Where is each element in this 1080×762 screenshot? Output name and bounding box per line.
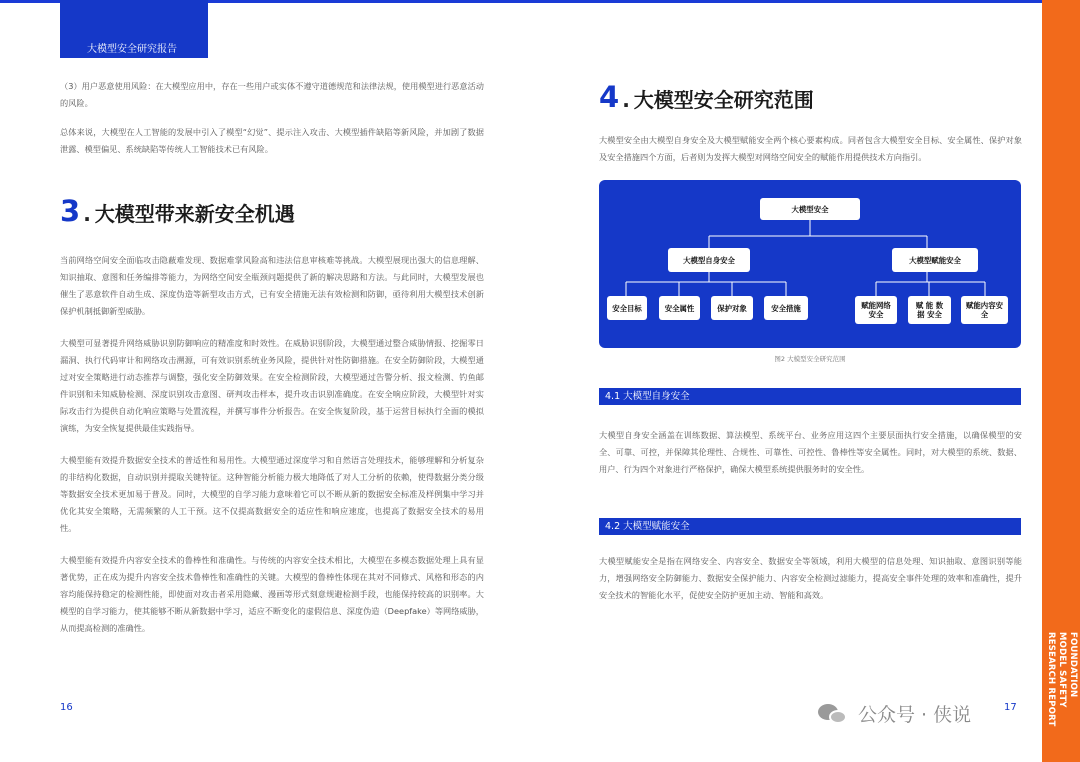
subsection-4-1-title: 4.1 大模型自身安全 — [605, 391, 690, 402]
section-4-dot: . — [622, 88, 630, 112]
side-strip-line-1: FOUNDATION MODEL SAFETY — [1057, 632, 1078, 708]
subsection-4-1-bar — [599, 388, 1021, 405]
section-3-paragraph-4: 大模型能有效提升内容安全技术的鲁棒性和准确性。与传统的内容安全技术相比，大模型在多模态数据处理上具有显著优势，正在成为提升内容安全技术鲁棒性和准确性的关键。大模型的鲁棒性体现在其对不同修式、风格和形态的内容均能保持稳定的检测性能，即使面对攻击者采用隐藏、漫画等形式刻意规避检测手段，也能保持较高的识别率。大模型的自学习能力，使其能够不断从新数据中学习，适应不断变化的虚假信息、深度伪造（Deepfake）等网络威胁，从而提高检测的准确性。 — [60, 555, 484, 633]
page-number-left: 16 — [60, 702, 73, 713]
side-strip — [1042, 0, 1080, 762]
subsection-4-1-text: 大模型自身安全涵盖在训练数据、算法模型、系统平台、业务应用这四个主要层面执行安全措施，以确保模型的安全、可靠、可控，并保障其伦理性、合规性、可靠性、可控性、鲁棒性等安全属性。同时，对大模型的系统、数据、用户、行为四个对象进行严格保护，确保大模型系统提供服务时的安全性。 — [599, 430, 1022, 474]
side-strip-text — [1048, 632, 1078, 732]
subsection-4-2-title: 4.2 大模型赋能安全 — [605, 521, 690, 532]
intro-paragraph-2: 总体来说，大模型在人工智能的发展中引入了模型“幻觉”、提示注入攻击、大模型插件缺陷等新风险，并加剧了数据泄露、模型偏见、系统缺陷等传统人工智能技术已有风险。 — [60, 127, 484, 154]
diagram-leaf-security-goal: 安全目标 — [607, 296, 647, 320]
diagram-leaf-content-security: 赋能内容安全 — [961, 296, 1008, 324]
section-3-title: 大模型带来新安全机遇 — [94, 202, 295, 226]
diagram-leaf-security-measure: 安全措施 — [764, 296, 808, 320]
subsection-4-2-text: 大模型赋能安全是指在网络安全、内容安全、数据安全等领域，利用大模型的信息处理、知识抽取、意图识别等能力，增强网络安全防御能力、数据安全保护能力、内容安全检测过滤能力，提高安全事件处理的效率和准确性，提升安全技术的智能化水平，促使安全防护更加主动、智能和高效。 — [599, 556, 1022, 600]
intro-paragraph-1: （3）用户恶意使用风险：在大模型应用中，存在一些用户或实体不遵守道德规范和法律法规，使用模型进行恶意活动的风险。 — [60, 81, 484, 108]
diagram-root-node: 大模型安全 — [760, 198, 860, 220]
watermark-text: 公众号 · 侠说 — [858, 704, 972, 726]
diagram-branch-self-safety: 大模型自身安全 — [668, 248, 750, 272]
diagram-branch-enabling-safety: 大模型赋能安全 — [892, 248, 978, 272]
diagram-leaf-data-security: 赋 能 数 据 安全 — [908, 296, 951, 324]
report-header-title: 大模型安全研究报告 — [87, 44, 177, 55]
section-3-dot: . — [83, 202, 91, 226]
section-3-heading — [60, 194, 484, 228]
safety-scope-diagram — [599, 180, 1021, 348]
diagram-leaf-network-security: 赋能网络安全 — [855, 296, 897, 324]
section-4-title: 大模型安全研究范围 — [633, 88, 814, 112]
diagram-leaf-protected-object: 保护对象 — [711, 296, 753, 320]
wechat-icon — [818, 702, 848, 726]
section-4-intro: 大模型安全由大模型自身安全及大模型赋能安全两个核心要素构成。同者包含大模型安全目标、安全属性、保护对象及安全措施四个方面，后者则为发挥大模型对网络空间安全的赋能作用提供技术方向指引。 — [599, 135, 1022, 162]
subsection-4-2-bar — [599, 518, 1021, 535]
page-number-right: 17 — [1004, 702, 1017, 713]
left-page-column — [60, 78, 484, 637]
section-4-number: 4 — [599, 80, 620, 114]
watermark — [818, 700, 971, 727]
side-strip-line-2: RESEARCH REPORT — [1046, 632, 1056, 727]
section-3-paragraph-2: 大模型可显著提升网络威胁识别防御响应的精准度和时效性。在威胁识别阶段，大模型通过整合威胁情报、挖掘零日漏洞、执行代码审计和网络攻击溯源，可有效识别系统业务风险，提供针对性防御措施。在安全防御阶段，大模型通过对安全策略进行动态推荐与调整，强化安全防御效果。在安全检测阶段，大模型通过告警分析、报文检测、钓鱼邮件识别和未知威胁检测、深度识别攻击意图、研判攻击样本，提升攻击识别准确度。在安全响应阶段，大模型针对实际攻击行为提供自动化响应策略与处置流程，并撰写事件分析报告。在安全恢复阶段，基于运营目标执行全面的模拟演练，为安全恢复提供最佳实践指导。 — [60, 338, 484, 433]
section-3-paragraph-1: 当前网络空间安全面临攻击隐蔽难发现、数据难掌风险高和违法信息审核难等挑战。大模型展现出强大的信息理解、知识抽取、意图和任务编排等能力，为网络空间安全瓶颈问题提供了新的解决思路和方法。与此同时，大模型发展也催生了恶意软件自动生成、深度伪造等新型攻击方式，已有安全措施无法有效检测和防御，亟待利用大模型技术创新保护机制抵御新型威胁。 — [60, 255, 484, 316]
section-4-heading — [599, 80, 1022, 114]
diagram-leaf-security-attribute: 安全属性 — [659, 296, 700, 320]
diagram-caption: 图2 大模型安全研究范围 — [774, 355, 846, 363]
section-3-paragraph-3: 大模型能有效提升数据安全技术的普适性和易用性。大模型通过深度学习和自然语言处理技术，能够理解和分析复杂的非结构化数据，自动识别并提取关键特征。这种智能分析能力极大地降低了对人工分析的依赖，使得数据分类分级等数据安全技术更加易于普及。同时，大模型的自学习能力意味着它可以不断从新的数据安全标准及样例集中学习并优化其安全策略，无需频繁的人工干预。这不仅提高数据安全的适应性和响应速度，也提高了数据安全技术的易用性。 — [60, 455, 484, 533]
section-3-number: 3 — [60, 194, 81, 228]
report-header-tab — [60, 0, 208, 58]
right-page-column — [599, 80, 1022, 604]
